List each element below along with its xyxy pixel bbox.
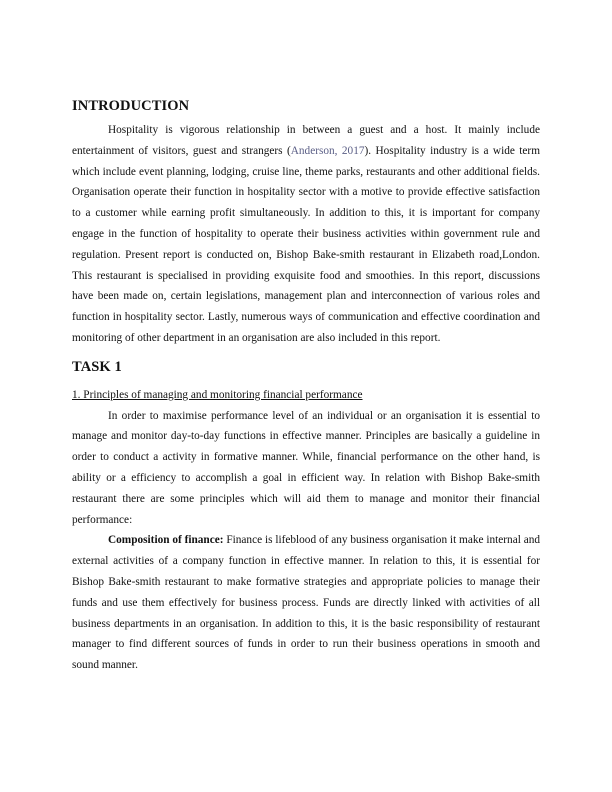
intro-text-end: ). Hospitality industry is a wide term which include event planning, lodging, cruise line, theme parks, restaurants and other additional fields. Organisation operate their function in hospitality sector with a motive to provide effective satisfaction to a customer while earning profit simultaneously. In addition to this, it is important for company engage in the function of hospitality to operate their business activities within government rule and regulation. Present report is conducted on, Bishop Bake-smith restaurant in Elizabeth road,London. This restaurant is specialised in providing exquisite food and smoothies. In this report, discussions have been made on, certain legislations, management plan and interconnection of various roles and function in hospitality sector. Lastly, numerous ways of communication and effective coordination and monitoring of other department in an organisation are also included in this report. — [72, 144, 540, 344]
introduction-paragraph — [72, 120, 540, 349]
composition-of-finance-label: Composition of finance: — [108, 534, 224, 547]
document-page — [72, 98, 540, 676]
task1-heading: TASK 1 — [72, 358, 122, 375]
intro-text-start: Hospitality is vigorous relationship in between a guest and a host. It mainly include entertainment of visitors, guest and strangers ( — [72, 124, 540, 157]
task1-subheading: 1. Principles of managing and monitoring financial performance — [72, 388, 363, 401]
introduction-heading: INTRODUCTION — [72, 98, 190, 114]
task1-paragraph-1: In order to maximise performance level of an individual or an organisation it is essential to manage and monitor day-to-day functions in effective manner. Principles are basically a guideline in order to conduct a activity in formative manner. While, financial performance on the other hand, is ability or a efficiency to accomplish a goal in efficient way. In relation with Bishop Bake-smith restaurant there are some principles which will aid them to manage and monitor their financial performance: — [72, 409, 540, 526]
citation-link[interactable]: Anderson, 2017 — [290, 144, 365, 157]
composition-of-finance-text: Finance is lifeblood of any business organisation it make internal and external activities of a company function in effective manner. In relation to this, it is essential for Bishop Bake-smith restaurant to make formative strategies and appropriate policies to manage their funds and use them effectively for business process. Funds are directly linked with activities of all business departments in an organisation. In addition to this, it is the basic responsibility of restaurant manager to find different sources of funds in order to run their business operations in smooth and sound manner. — [72, 534, 540, 672]
task1-paragraph-2 — [72, 530, 540, 676]
